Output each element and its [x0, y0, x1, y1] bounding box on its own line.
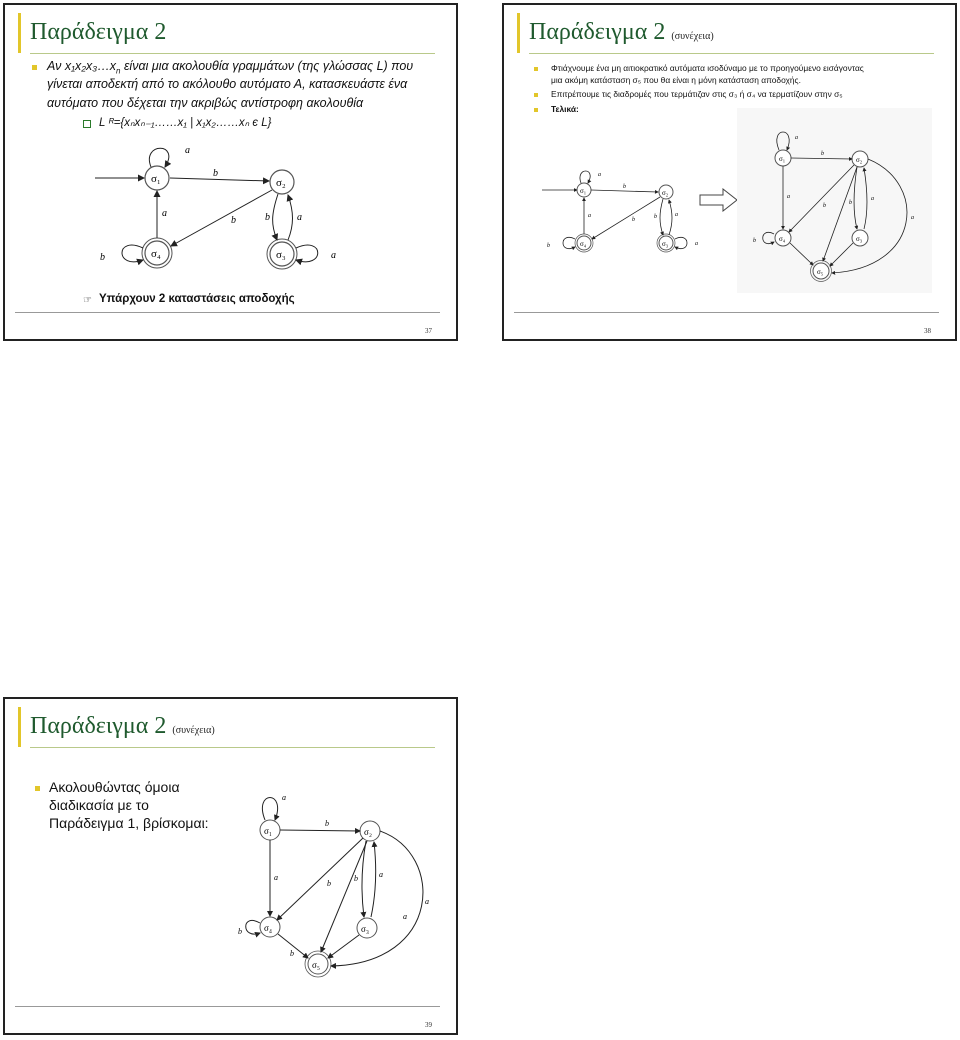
page-number: 37 — [425, 327, 432, 335]
edge-label: a — [675, 212, 678, 218]
edge-label: a — [787, 194, 790, 200]
title-rule — [30, 747, 435, 748]
state-label-s5: σ₅ — [817, 268, 824, 276]
slide-title: Παράδειγμα 2 (συνέχεια) — [529, 19, 714, 45]
loop-s4 — [122, 245, 143, 262]
bullet-marker — [534, 108, 538, 112]
page-number: 39 — [425, 1021, 432, 1029]
state-label-s1: σ₁ — [264, 826, 272, 836]
edge-label: b — [265, 212, 270, 223]
state-label-s4: σ₄ — [779, 235, 786, 243]
edge-s3-s5 — [328, 935, 359, 958]
edge-label: b — [823, 203, 826, 209]
edge-label: a — [403, 912, 407, 921]
state-label-s5: σ₅ — [312, 960, 320, 970]
checkbox-bullet-icon — [83, 120, 91, 128]
edge-label: b — [654, 214, 657, 220]
title-continuation: (συνέχεια) — [671, 31, 714, 42]
edge-s2-s3 — [660, 199, 663, 235]
edge-s3-s2 — [669, 200, 672, 235]
edge-s1-s2 — [170, 178, 269, 181]
footer-rule — [514, 312, 939, 313]
bullet-marker — [35, 786, 40, 791]
edge-label: b — [100, 252, 105, 263]
state-label-s2: σ₂ — [276, 177, 286, 189]
footer-rule — [15, 312, 440, 313]
edge-label: b — [327, 879, 331, 888]
edge-label: a — [795, 135, 798, 141]
bullet-marker — [32, 65, 37, 70]
loop-s3 — [675, 237, 687, 248]
edge-s2-s4 — [277, 838, 363, 920]
hand-pointer-icon: ☞ — [83, 295, 92, 306]
transform-arrow-icon — [699, 188, 739, 212]
edge-label: a — [297, 212, 302, 223]
edge-s2-s4 — [171, 190, 272, 246]
edge-label: a — [185, 145, 190, 156]
edge-label: b — [623, 184, 626, 190]
bullet-line-3: Επιτρέπουμε τις διαδρομές που τερμάτιζαν στις σ₃ ή σ₄ να τερματίζουν στην σ₅ — [551, 89, 843, 99]
edge-label: a — [695, 241, 698, 247]
edge-label: a — [379, 870, 383, 879]
bullet-line-3: αυτόματο που δέχεται την ακριβώς αντίστροφη ακολουθία — [47, 96, 364, 110]
edge-label: a — [274, 873, 278, 882]
edge-label: a — [282, 793, 286, 802]
slide-37 — [3, 3, 458, 341]
title-accent — [517, 13, 520, 53]
state-label-s2: σ₂ — [364, 827, 372, 837]
edge-label: a — [331, 250, 336, 261]
page-number: 38 — [924, 327, 931, 335]
bullet-line-2: μια ακόμη κατάσταση σ₅ που θα είναι η μόνη κατάσταση αποδοχής. — [551, 75, 801, 85]
slide-title: Παράδειγμα 2 (συνέχεια) — [30, 713, 215, 739]
state-label-s3: σ₃ — [276, 249, 286, 261]
slide-38 — [502, 3, 957, 341]
edge-s1-s2 — [591, 190, 658, 192]
title-accent — [18, 707, 21, 747]
edge-s2-s4 — [592, 197, 660, 239]
edge-label: b — [632, 217, 635, 223]
edge-label: b — [753, 238, 756, 244]
bullet-marker — [534, 67, 538, 71]
title-continuation: (συνέχεια) — [172, 725, 215, 736]
state-label-s2: σ₂ — [856, 156, 863, 164]
bullet-line-4: Τελικά: — [551, 104, 579, 114]
edge-label: a — [162, 208, 167, 219]
title-accent — [18, 13, 21, 53]
loop-s3 — [296, 245, 318, 262]
edge-s3-s2 — [288, 195, 293, 240]
bullet-marker — [534, 93, 538, 97]
title-rule — [529, 53, 934, 54]
language-definition: L ᴿ={xₙxₙ₋₁……x₁ | x₁x₂……xₙ є L} — [99, 117, 272, 129]
edge-label: b — [290, 949, 294, 958]
automaton-diagram-original — [539, 165, 709, 255]
edge-label: b — [231, 215, 236, 226]
automaton-diagram-nfa — [227, 774, 447, 979]
bullet-line-1: Φτιάχνουμε ένα μη αιτιοκρατικό αυτόματα ισοδύναμο με το προηγούμενο εισάγοντας — [551, 63, 864, 73]
edge-s2-s3 — [273, 194, 278, 240]
bullet-line-1: Ακολουθώντας όμοια — [49, 779, 180, 795]
edge-label: a — [588, 213, 591, 219]
state-label-s3: σ₃ — [662, 240, 669, 248]
state-label-s3: σ₃ — [856, 235, 863, 243]
edge-label: a — [871, 196, 874, 202]
state-label-s3: σ₃ — [361, 924, 369, 934]
edge-label: b — [213, 168, 218, 179]
slide-39 — [3, 697, 458, 1035]
edge-s1-s2 — [280, 830, 360, 831]
note-text: Υπάρχουν 2 καταστάσεις αποδοχής — [99, 293, 295, 305]
bullet-line-1: Αν $x_1x_2x_3\dots x_n$ είναι μια ακολουθία γραμμάτων (της γλώσσας L) που — [47, 59, 414, 76]
title-rule — [30, 53, 435, 54]
automaton-diagram — [85, 140, 355, 275]
state-label-s1: σ₁ — [779, 155, 786, 163]
edge-label: a — [598, 172, 601, 178]
edge-label: b — [325, 819, 329, 828]
state-label-s4: σ₄ — [151, 248, 161, 260]
state-label-s4: σ₄ — [580, 240, 587, 248]
edge-label: b — [849, 200, 852, 206]
footer-rule — [15, 1006, 440, 1007]
loop-s1 — [149, 148, 168, 167]
slide-title: Παράδειγμα 2 — [30, 19, 167, 45]
edge-label: b — [238, 927, 242, 936]
state-label-s1: σ₁ — [151, 173, 161, 185]
bullet-line-2: γίνεται αποδεκτή από το ακόλουθο αυτόματο Α, κατασκευάστε ένα — [47, 77, 408, 91]
state-label-s1: σ₁ — [580, 187, 587, 195]
bullet-line-2: διαδικασία με το — [49, 797, 149, 813]
edge-label: a — [425, 897, 429, 906]
loop-s4 — [563, 237, 575, 248]
loop-s4 — [246, 920, 260, 934]
state-label-s2: σ₂ — [662, 189, 669, 197]
state-label-s4: σ₄ — [264, 923, 272, 933]
loop-s1 — [580, 171, 590, 183]
edge-label: b — [354, 874, 358, 883]
automaton-diagram-nfa — [737, 108, 932, 293]
edge-label: a — [911, 215, 914, 221]
loop-s1 — [262, 798, 277, 821]
edge-label: b — [547, 243, 550, 249]
edge-label: b — [821, 151, 824, 157]
edge-s3-s2 — [371, 842, 376, 917]
bullet-line-3: Παράδειγμα 1, βρίσκομαι: — [49, 815, 209, 831]
